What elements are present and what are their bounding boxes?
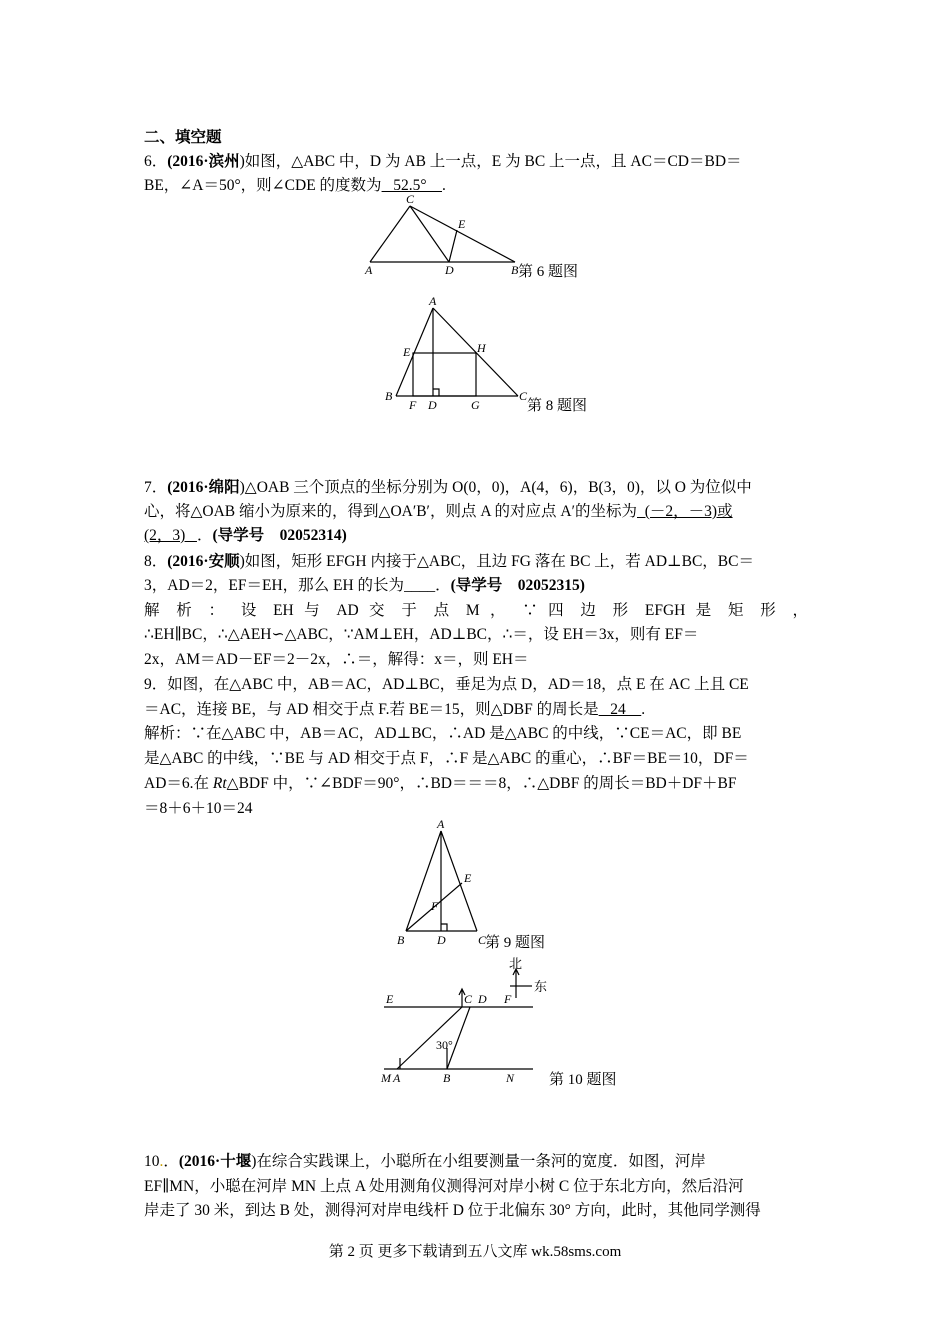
q7-source: (2016·绵阳 <box>167 479 240 496</box>
q10-angle-label: 30° <box>436 1038 453 1052</box>
q10-label-f: F <box>504 992 512 1006</box>
figure-q9 <box>388 815 498 955</box>
q6-answer: 52.5° <box>381 177 443 194</box>
figure-q6-caption: 第 6 题图 <box>518 264 579 280</box>
q8-label-g: G <box>471 398 480 412</box>
figure-q10-svg <box>378 956 558 1088</box>
q6-line-1 <box>144 150 808 174</box>
q6-text-2: BE，∠A＝50°，则∠CDE 的度数为 <box>144 177 382 194</box>
q8-source: (2016·安顺 <box>167 553 240 570</box>
q8-label-a: A <box>429 294 437 308</box>
q10-east-label: 东 <box>534 979 548 994</box>
figure-q9-caption: 第 9 题图 <box>485 935 546 951</box>
q10-label-e: E <box>386 992 394 1006</box>
q9-solution-1: 解析：∵在△ABC 中，AB＝AC，AD⊥BC，∴AD 是△ABC 的中线，∵CE＝AC，即 BE <box>144 725 742 742</box>
q6-label-d: D <box>445 263 454 277</box>
q8-solution-2: ∴EH∥BC，∴△AEH∽△ABC，∵AM⊥EH，AD⊥BC，∴＝，设 EH＝3x，则有 EF＝ <box>144 626 699 643</box>
figure-q8 <box>380 292 540 414</box>
q8-label-c: C <box>519 389 528 403</box>
q8-text-1: )如图，矩形 EFGH 内接于△ABC，且边 FG 落在 BC 上，若 AD⊥BC，BC＝ <box>239 553 754 570</box>
figure-q10-caption: 第 10 题图 <box>549 1072 617 1088</box>
q6-number: 6． <box>144 153 168 170</box>
q10-label-d: D <box>478 992 487 1006</box>
q9-solution-4: ＝8＋6＋10＝24 <box>144 800 253 817</box>
q7-text-2: 心，将△OAB 缩小为原来的，得到△OA′B′，则点 A 的对应点 A′的坐标为 <box>144 503 637 520</box>
figure-q6 <box>360 192 530 282</box>
q10-number-suffix: ． <box>163 1153 179 1170</box>
q8-line-2 <box>144 574 808 598</box>
q9-label-b: B <box>397 933 405 947</box>
q9-solution-3b: △BDF 中，∵∠BDF＝90°，∴BD＝＝＝8，∴△DBF 的周长＝BD＋DF＋BF <box>226 775 737 792</box>
q6-label-b: B <box>511 263 519 277</box>
q10-label-b: B <box>443 1071 451 1085</box>
q7-line-3 <box>144 524 808 548</box>
q10-line-1 <box>144 1150 808 1174</box>
q9-solution-3 <box>144 772 808 796</box>
q8-reference: (导学号 02052315) <box>450 577 585 594</box>
q6-source: (2016·滨州 <box>167 153 240 170</box>
q7-answer-part-1: (－2，－3)或 <box>637 503 733 520</box>
q8-answer-blank: ____ <box>404 577 436 594</box>
figure-q9-svg <box>388 815 498 955</box>
q10-number: 10 <box>144 1153 160 1170</box>
q6-label-e: E <box>458 217 466 231</box>
q9-label-d: D <box>437 933 446 947</box>
q6-label-a: A <box>365 263 373 277</box>
q8-label-d: D <box>428 398 437 412</box>
q10-line-3: 岸走了 30 米，到达 B 处，测得河对岸电线杆 D 位于北偏东 30° 方向，此时，其他同学测得 <box>144 1202 761 1219</box>
q9-answer: 24 <box>598 701 642 718</box>
q9-label-a: A <box>437 817 445 831</box>
q8-label-e: E <box>403 345 411 359</box>
q10-label-n: N <box>506 1071 515 1085</box>
q7-text-1: )△OAB 三个顶点的坐标分别为 O(0，0)，A(4，6)，B(3，0)，以 O 为位似中 <box>239 479 752 496</box>
q9-line-1: 9．如图，在△ABC 中，AB＝AC，AD⊥BC，垂足为点 D，AD＝18，点 E 在 AC 上且 CE <box>144 676 749 693</box>
q8-number: 8． <box>144 553 168 570</box>
figure-q10 <box>378 956 558 1088</box>
q10-north-label: 北 <box>509 956 523 971</box>
section-heading: 二、填空题 <box>144 129 222 146</box>
q9-text-2: ＝AC，连接 BE，与 AD 相交于点 F.若 BE＝15，则△DBF 的周长是 <box>144 701 599 718</box>
q10-label-c: C <box>464 992 473 1006</box>
page-footer: 第 2 页 更多下载请到五八文库 wk.58sms.com <box>328 1244 622 1260</box>
q9-solution-3a: AD＝6.在 <box>144 775 213 792</box>
q8-text-3: ． <box>435 577 451 594</box>
q8-solution-3: 2x，AM＝AD－EF＝2－2x，∴＝，解得：x＝，则 EH＝ <box>144 651 529 668</box>
q10-label-a: A <box>393 1071 401 1085</box>
q7-number: 7． <box>144 479 168 496</box>
figure-q6-svg <box>360 192 530 282</box>
q8-label-f: F <box>409 398 417 412</box>
q8-label-h: H <box>477 341 486 355</box>
q10-line-2: EF∥MN，小聪在河岸 MN 上点 A 处用测角仪测得河对岸小树 C 位于东北方向，然后沿河 <box>144 1178 744 1195</box>
q9-label-c: C <box>478 933 487 947</box>
q9-line-2 <box>144 698 808 722</box>
figure-q8-caption: 第 8 题图 <box>527 398 588 414</box>
q8-label-b: B <box>385 389 393 403</box>
q9-text-3: . <box>641 701 646 718</box>
q7-text-3: ． <box>196 527 213 544</box>
q9-solution-2: 是△ABC 的中线，∵BE 与 AD 相交于点 F，∴F 是△ABC 的重心，∴BF＝BE＝10，DF＝ <box>144 750 749 767</box>
q6-text-1: )如图，△ABC 中，D 为 AB 上一点，E 为 BC 上一点，且 AC＝CD＝BD＝ <box>239 153 742 170</box>
q10-dot: . <box>159 1153 164 1170</box>
q7-line-1 <box>144 476 808 500</box>
q9-label-e: E <box>464 871 472 885</box>
q9-solution-rt: Rt <box>212 775 227 792</box>
q10-source: (2016·十堰 <box>178 1153 252 1170</box>
q7-line-2 <box>144 500 808 524</box>
figure-q8-svg <box>380 292 540 414</box>
q6-label-c: C <box>406 192 415 206</box>
q9-label-f: F <box>431 899 439 913</box>
q7-answer-part-2: (2，3) <box>144 527 197 544</box>
q6-text-3: . <box>442 177 446 194</box>
q10-label-m: M <box>381 1071 391 1085</box>
q8-line-1 <box>144 550 808 574</box>
q8-solution-1: 解 析 ： 设 EH 与 AD 交 于 点 M ， ∵ 四 边 形 EFGH 是 矩 形 ， <box>144 602 808 619</box>
q10-text-1: )在综合实践课上，小聪所在小组要测量一条河的宽度．如图，河岸 <box>251 1153 706 1170</box>
q7-reference: (导学号 02052314) <box>212 527 347 544</box>
q8-text-2: 3，AD＝2，EF＝EH，那么 EH 的长为 <box>144 577 405 594</box>
